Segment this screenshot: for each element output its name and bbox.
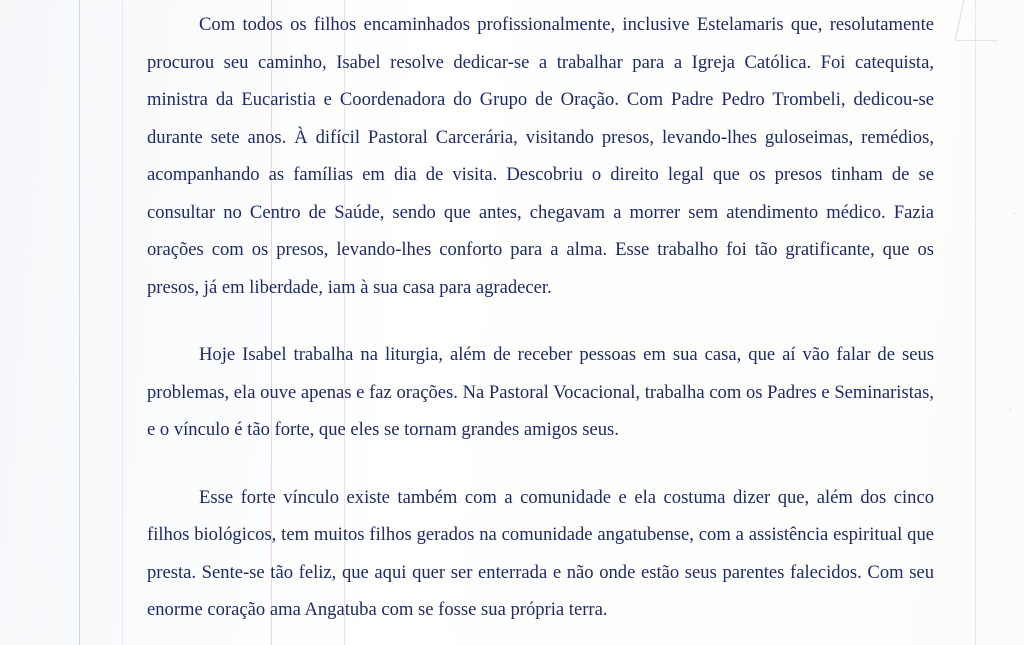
paragraph: Hoje Isabel trabalha na liturgia, além de receber pessoas em sua casa, que aí vão falar de seus problemas, ela ouve apenas e faz orações. Na Pastoral Vocacional, trabalha com os Padres e Seminaristas, e o vínculo é tão forte, que eles se tornam grandes amigos seus. [147, 344, 934, 440]
scan-corner-artifact [955, 0, 1007, 41]
margin-guide-right [975, 0, 976, 645]
paragraph: Esse forte vínculo existe também com a comunidade e ela costuma dizer que, além dos cinco filhos biológicos, tem muitos filhos gerados na comunidade angatubense, com a assistência espiritual que presta. Sente-se tão feliz, que aqui quer ser enterrada e não onde estão seus parentes falecidos. Com seu enorme coração ama Angatuba com se fosse sua própria terra. [147, 486, 934, 620]
document-text-block [147, 0, 934, 629]
scan-speck-upper: · [1012, 208, 1016, 220]
margin-guide-left-inner [122, 0, 123, 645]
margin-guide-left-outer [79, 0, 80, 645]
paragraph: Com todos os filhos encaminhados profissionalmente, inclusive Estelamaris que, resolutamente procurou seu caminho, Isabel resolve dedicar-se a trabalhar para a Igreja Católica. Foi catequista, ministra da Eucaristia e Coordenadora do Grupo de Oração. Com Padre Pedro Trombeli, dedicou-se durante sete anos. À difícil Pastoral Carcerária, visitando presos, levando-lhes guloseimas, remédios, acompanhando as famílias em dia de visita. Descobriu o direito legal que os presos tinham de se consultar no Centro de Saúde, sendo que antes, chegavam a morrer sem atendimento médico. Fazia orações com os presos, levando-lhes conforto para a alma. Esse trabalho foi tão gratificante, que os presos, já em liberdade, iam à sua casa para agradecer. [147, 14, 934, 298]
scan-speck-lower: · [1008, 404, 1012, 416]
